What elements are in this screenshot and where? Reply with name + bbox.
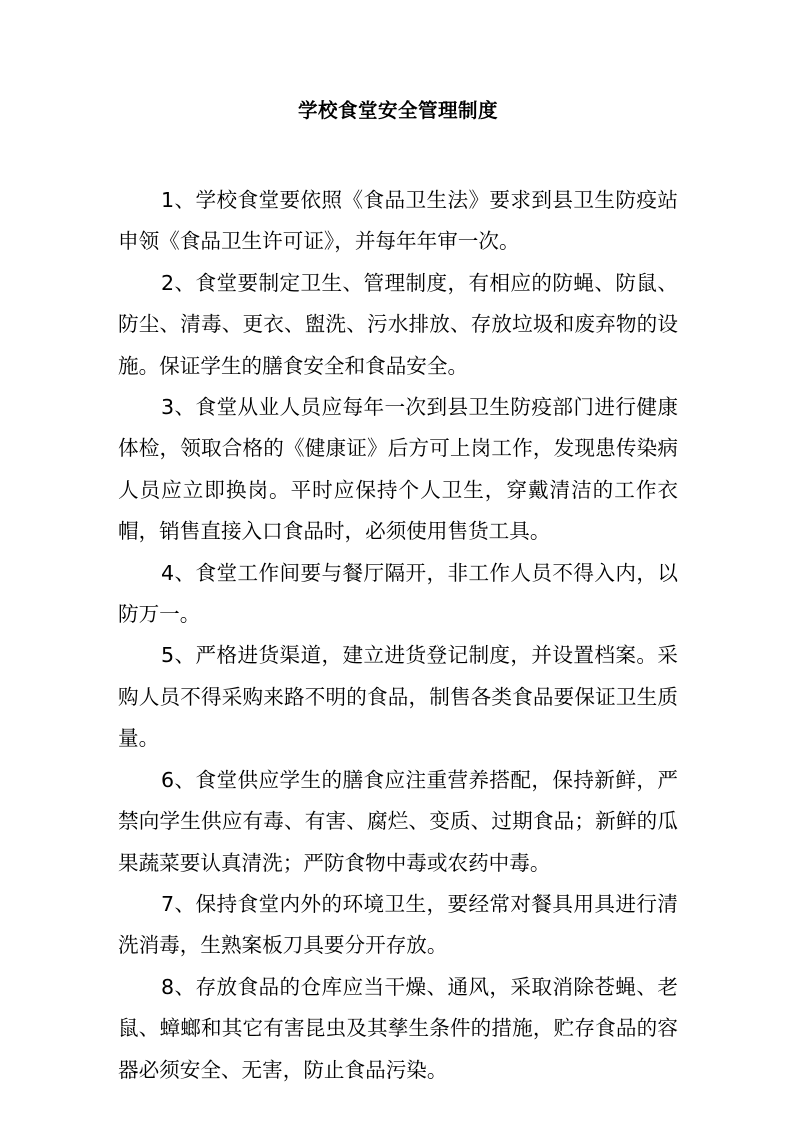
- page-title: 学校食堂安全管理制度: [297, 99, 498, 122]
- regulation-paragraph-3: 3、食堂从业人员应每年一次到县卫生防疫部门进行健康体检，领取合格的《健康证》后方可上岗工作，发现患传染病人员应立即换岗。平时应保持个人卫生，穿戴清洁的工作衣帽，销售直接入口食品时，必须使用售货工具。: [118, 395, 678, 544]
- document-body: [118, 96, 678, 1091]
- regulation-paragraph-4: 4、食堂工作间要与餐厅隔开，非工作人员不得入内，以防万一。: [118, 560, 678, 627]
- regulation-paragraph-8: 8、存放食品的仓库应当干燥、通风，采取消除苍蝇、老鼠、蟑螂和其它有害昆虫及其孳生条件的措施，贮存食品的容器必须安全、无害，防止食品污染。: [118, 974, 678, 1082]
- regulation-paragraph-7: 7、保持食堂内外的环境卫生，要经常对餐具用具进行清洗消毒，生熟案板刀具要分开存放。: [118, 891, 678, 958]
- regulation-paragraph-list: [118, 180, 678, 1091]
- regulation-paragraph-5: 5、严格进货渠道，建立进货登记制度，并设置档案。采购人员不得采购来路不明的食品，制售各类食品要保证卫生质量。: [118, 643, 678, 751]
- regulation-paragraph-1: 1、学校食堂要依照《食品卫生法》要求到县卫生防疫站申领《食品卫生许可证》，并每年年审一次。: [118, 188, 678, 254]
- regulation-paragraph-2: 2、食堂要制定卫生、管理制度，有相应的防蝇、防鼠、防尘、清毒、更衣、盥洗、污水排放、存放垃圾和废弃物的设施。保证学生的膳食安全和食品安全。: [118, 270, 678, 378]
- title-body-spacer: [118, 126, 678, 180]
- regulation-paragraph-6: 6、食堂供应学生的膳食应注重营养搭配，保持新鲜，严禁向学生供应有毒、有害、腐烂、变质、过期食品；新鲜的瓜果蔬菜要认真清洗；严防食物中毒或农药中毒。: [118, 767, 678, 875]
